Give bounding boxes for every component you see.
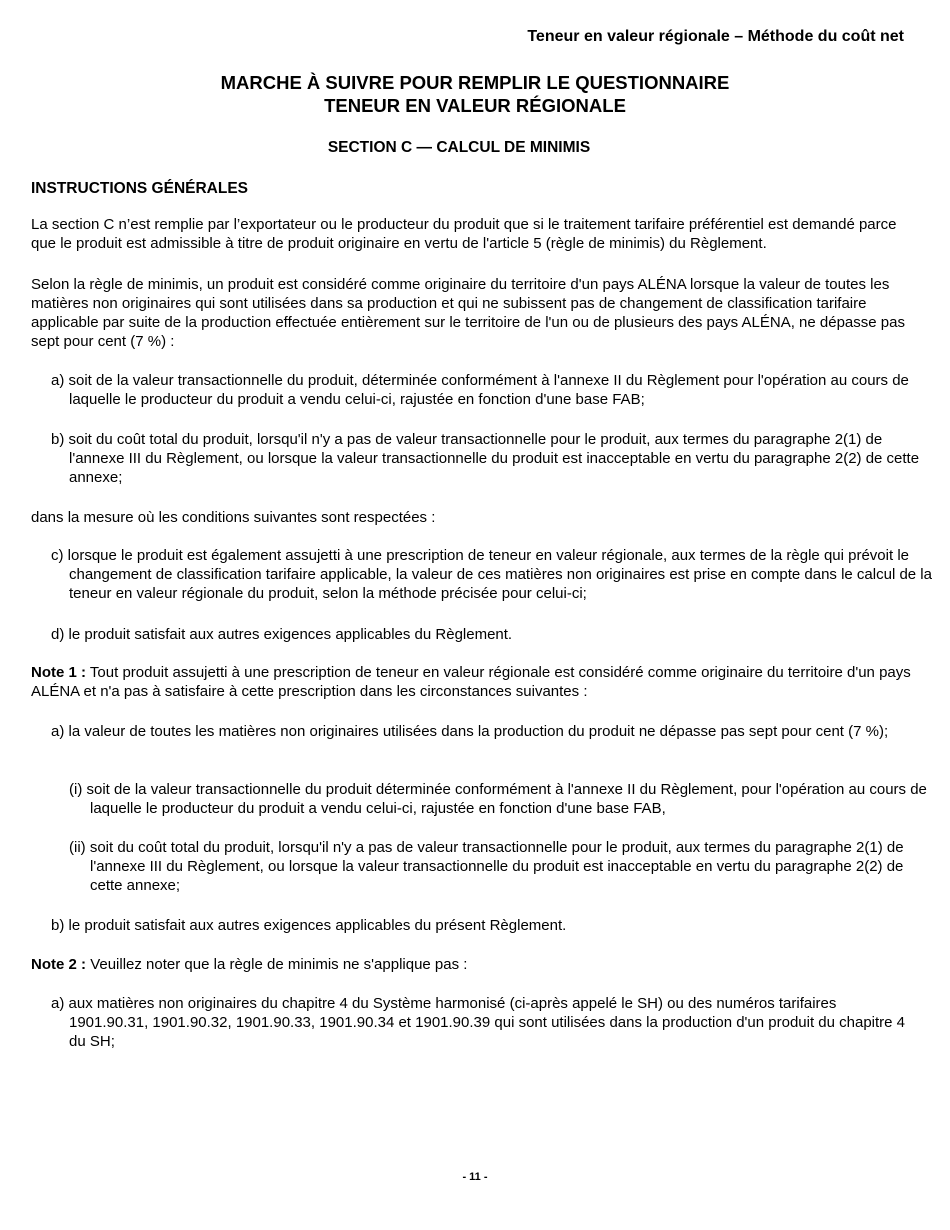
list-item-a: a) soit de la valeur transactionnelle du produit, déterminée conformément à l'annexe II du Règlement pour l'opération au cours de laquelle le producteur du produit a vendu celui-ci, rajustée en fonction d'une base FAB; [51, 372, 909, 408]
deminimis-rule-paragraph: Selon la règle de minimis, un produit est considéré comme originaire du territoire d'un pays ALÉNA lorsque la valeur de toutes les matières non originaires qui sont utilisées dans sa production et qui ne subissent pas de changement de classification tarifaire applicable par suite de la production effectuée entièrement sur le territoire de l'un ou de plusieurs des pays ALÉNA, ne dépasse pas sept pour cent (7 %) : [31, 276, 905, 350]
intro-paragraph: La section C n’est remplie par l’exportateur ou le producteur du produit que si le traitement tarifaire préférentiel est demandé parce que le produit est admissible à titre de produit originaire en vertu de l'article 5 (règle de minimis) du Règlement. [31, 216, 897, 252]
running-header: Teneur en valeur régionale – Méthode du coût net [527, 28, 904, 45]
list-item-b: b) soit du coût total du produit, lorsqu'il n'y a pas de valeur transactionnelle pour le produit, aux termes du paragraphe 2(1) de l'annexe III du Règlement, ou lorsque la valeur transactionnelle du produit est inacceptable en vertu du paragraphe 2(2) de cette annexe; [51, 431, 920, 486]
page-title [0, 71, 950, 117]
note-1-item-a: a) la valeur de toutes les matières non originaires utilisées dans la production du produit ne dépasse pas sept pour cent (7 %); [51, 723, 889, 740]
list-item-d: d) le produit satisfait aux autres exigences applicables du Règlement. [51, 626, 513, 643]
list-item-c: c) lorsque le produit est également assujetti à une prescription de teneur en valeur régionale, aux termes de la règle qui prévoit le changement de classification tarifaire applicable, la valeur de ces matières non originaires est prise en compte dans le calcul de la teneur en valeur régionale du produit, selon la méthode précisée pour celui-ci; [51, 547, 932, 602]
note-1 [31, 663, 921, 701]
note-2 [31, 955, 921, 974]
note-2-label: Note 2 : [31, 956, 87, 973]
note-1-text: Tout produit assujetti à une prescription de teneur en valeur régionale est considéré comme originaire du territoire d'un pays ALÉNA et n'a pas à satisfaire à cette prescription dans les circonstances suivantes : [31, 664, 911, 700]
note-2-text: Veuillez noter que la règle de minimis ne s'applique pas : [90, 956, 468, 973]
conditions-paragraph: dans la mesure où les conditions suivantes sont respectées : [31, 509, 436, 526]
note-1-subitem-ii: (ii) soit du coût total du produit, lorsqu'il n'y a pas de valeur transactionnelle pour le produit, aux termes du paragraphe 2(1) de l'annexe III du Règlement, ou lorsque la valeur transactionnelle du produit est inacceptable en vertu du paragraphe 2(2) de cette annexe; [69, 839, 904, 894]
note-1-label: Note 1 : [31, 664, 87, 681]
page-title-line1: MARCHE À SUIVRE POUR REMPLIR LE QUESTIONNAIRE [220, 72, 730, 93]
note-1-item-b: b) le produit satisfait aux autres exigences applicables du présent Règlement. [51, 917, 567, 934]
page-title-line2: TENEUR EN VALEUR RÉGIONALE [324, 95, 626, 116]
general-instructions-heading: INSTRUCTIONS GÉNÉRALES [31, 180, 249, 197]
section-title: SECTION C — CALCUL DE MINIMIS [327, 139, 591, 156]
note-1-subitem-i: (i) soit de la valeur transactionnelle du produit déterminée conformément à l'annexe II du Règlement, pour l'opération au cours de laquelle le producteur du produit a vendu celui-ci, rajustée en fonction d'une base FAB, [69, 781, 927, 817]
page-number: - 11 - [462, 1171, 488, 1183]
note-2-item-a: a) aux matières non originaires du chapitre 4 du Système harmonisé (ci-après appelé le SH) ou des numéros tarifaires 1901.90.31, 1901.90.32, 1901.90.33, 1901.90.34 et 1901.90.39 qui sont utilisées dans la production d'un produit du chapitre 4 du SH; [51, 995, 906, 1050]
